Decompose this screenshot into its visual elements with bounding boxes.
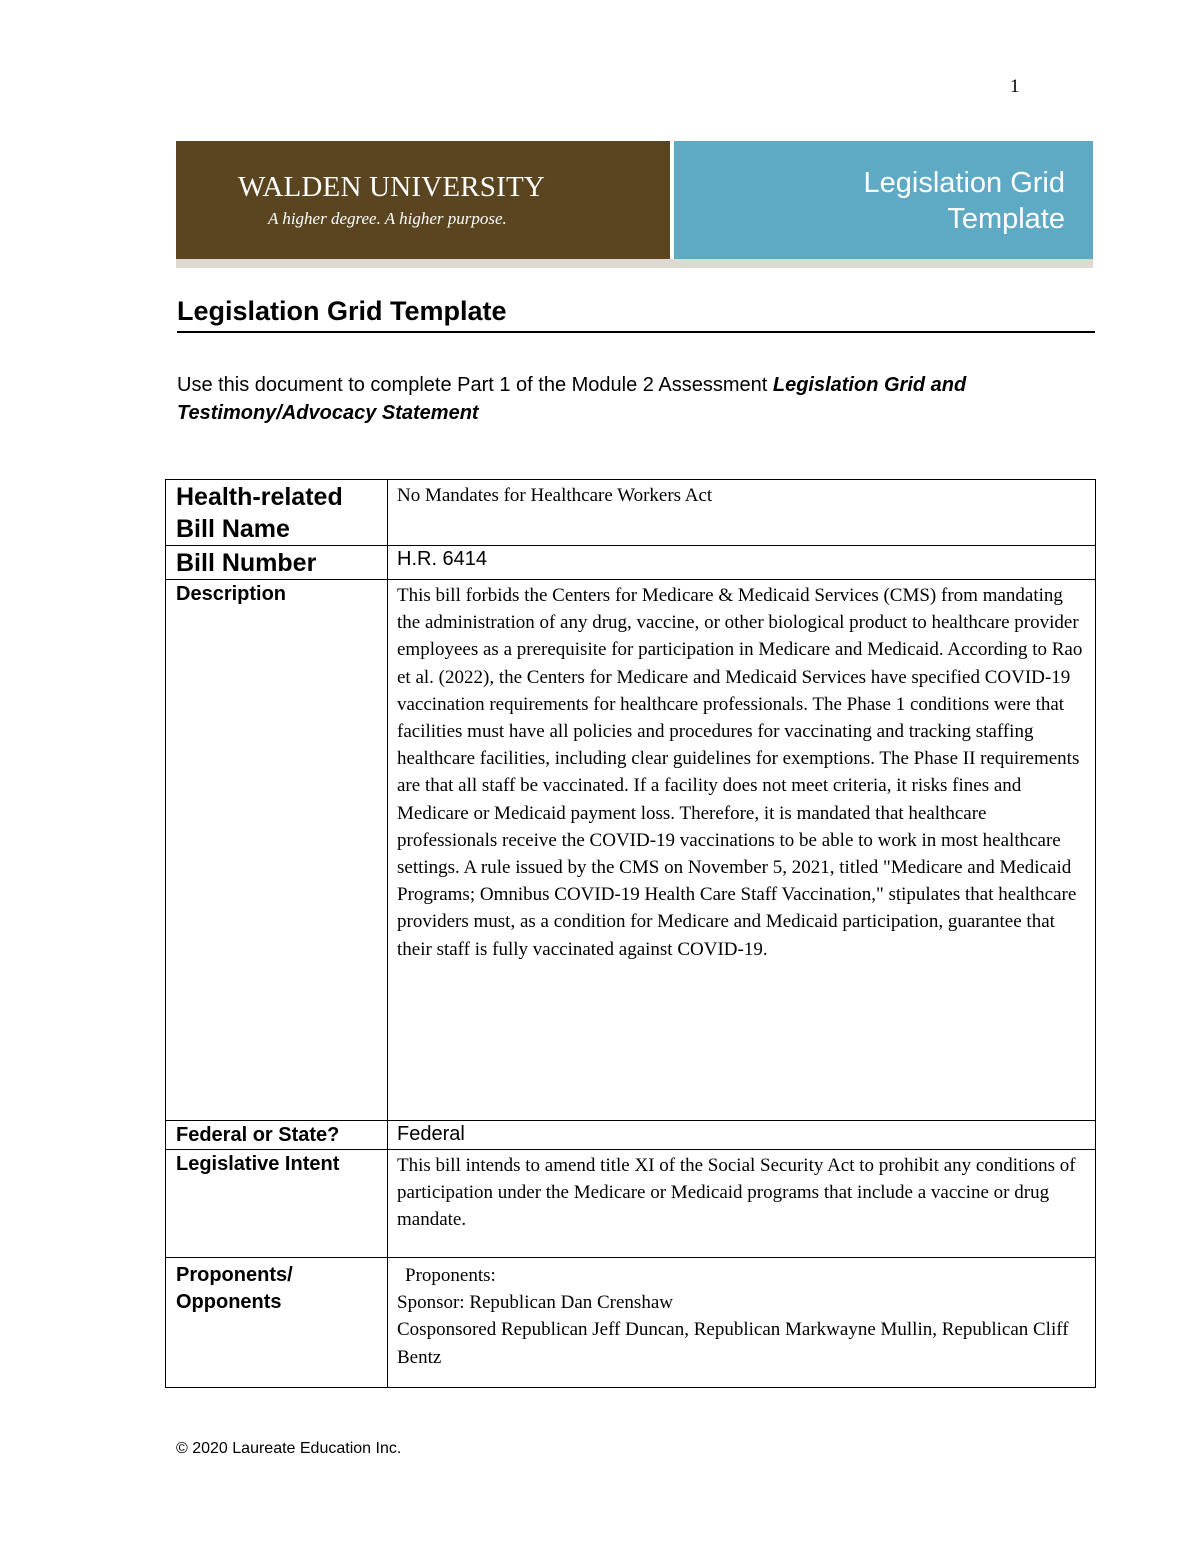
- row-legislative-intent: [166, 1150, 1096, 1258]
- logo-tagline: A higher degree. A higher purpose.: [268, 209, 507, 228]
- document-heading: Legislation Grid Template: [177, 296, 1095, 333]
- banner-logo-panel: [176, 141, 670, 259]
- description-label: Description: [166, 580, 388, 1121]
- bill-name-label: Health-related Bill Name: [166, 480, 388, 546]
- jurisdiction-value: Federal: [388, 1121, 1096, 1150]
- sponsor-line: Sponsor: Republican Dan Crenshaw: [397, 1292, 673, 1314]
- proponents-label: Proponents/ Opponents: [166, 1258, 388, 1388]
- bill-number-label: Bill Number: [166, 546, 388, 580]
- intro-paragraph: [177, 371, 1092, 427]
- legislation-grid: [165, 479, 1096, 1388]
- row-bill-number: [166, 546, 1096, 580]
- row-bill-name: [166, 480, 1096, 546]
- banner-title-panel: [674, 141, 1093, 259]
- banner-divider: [176, 259, 1093, 268]
- header-banner: [176, 141, 1093, 268]
- bill-number-value: H.R. 6414: [388, 546, 1096, 580]
- intro-emphasis: Legislation Grid and Testimony/Advocacy Statement: [177, 374, 967, 424]
- banner-title: [735, 165, 1065, 237]
- proponents-value: [388, 1258, 1096, 1388]
- legislative-intent-label: Legislative Intent: [166, 1150, 388, 1258]
- proponents-heading: Proponents:: [405, 1265, 496, 1286]
- university-logo: WALDEN UNIVERSITY: [238, 171, 546, 203]
- banner-title-line2: Template: [947, 203, 1065, 235]
- jurisdiction-label: Federal or State?: [166, 1121, 388, 1150]
- legislative-intent-value: This bill intends to amend title XI of the Social Security Act to prohibit any conditions of participation under the Medicare or Medicaid programs that include a vaccine or drug mandate.: [388, 1150, 1096, 1258]
- banner-title-line1: Legislation Grid: [863, 167, 1065, 199]
- row-description: [166, 580, 1096, 1121]
- row-proponents: [166, 1258, 1096, 1388]
- intro-text: Use this document to complete Part 1 of the Module 2 Assessment: [177, 374, 773, 396]
- cosponsors-line: Cosponsored Republican Jeff Duncan, Republican Markwayne Mullin, Republican Cliff Bentz: [397, 1319, 1069, 1368]
- copyright-footer: © 2020 Laureate Education Inc.: [176, 1440, 402, 1457]
- bill-name-value: No Mandates for Healthcare Workers Act: [388, 480, 1096, 546]
- page-number: 1: [1010, 76, 1020, 97]
- description-value: This bill forbids the Centers for Medicare & Medicaid Services (CMS) from mandating the administration of any drug, vaccine, or other biological product to healthcare provider employees as a prerequisite for participation in Medicare and Medicaid. According to Rao et al. (2022), the Centers for Medicare and Medicaid Services have specified COVID-19 vaccination requirements for healthcare professionals. The Phase 1 conditions were that facilities must have all policies and procedures for vaccinating and tracking staffing healthcare facilities, including clear guidelines for exemptions. The Phase II requirements are that all staff be vaccinated. If a facility does not meet criteria, it risks fines and Medicare or Medicaid payment loss. Therefore, it is mandated that healthcare professionals receive the COVID-19 vaccinations to be able to work in most healthcare settings. A rule issued by the CMS on November 5, 2021, titled "Medicare and Medicaid Programs; Omnibus COVID-19 Health Care Staff Vaccination," stipulates that healthcare providers must, as a condition for Medicare and Medicaid participation, guarantee that their staff is fully vaccinated against COVID-19.: [388, 580, 1096, 1121]
- row-jurisdiction: [166, 1121, 1096, 1150]
